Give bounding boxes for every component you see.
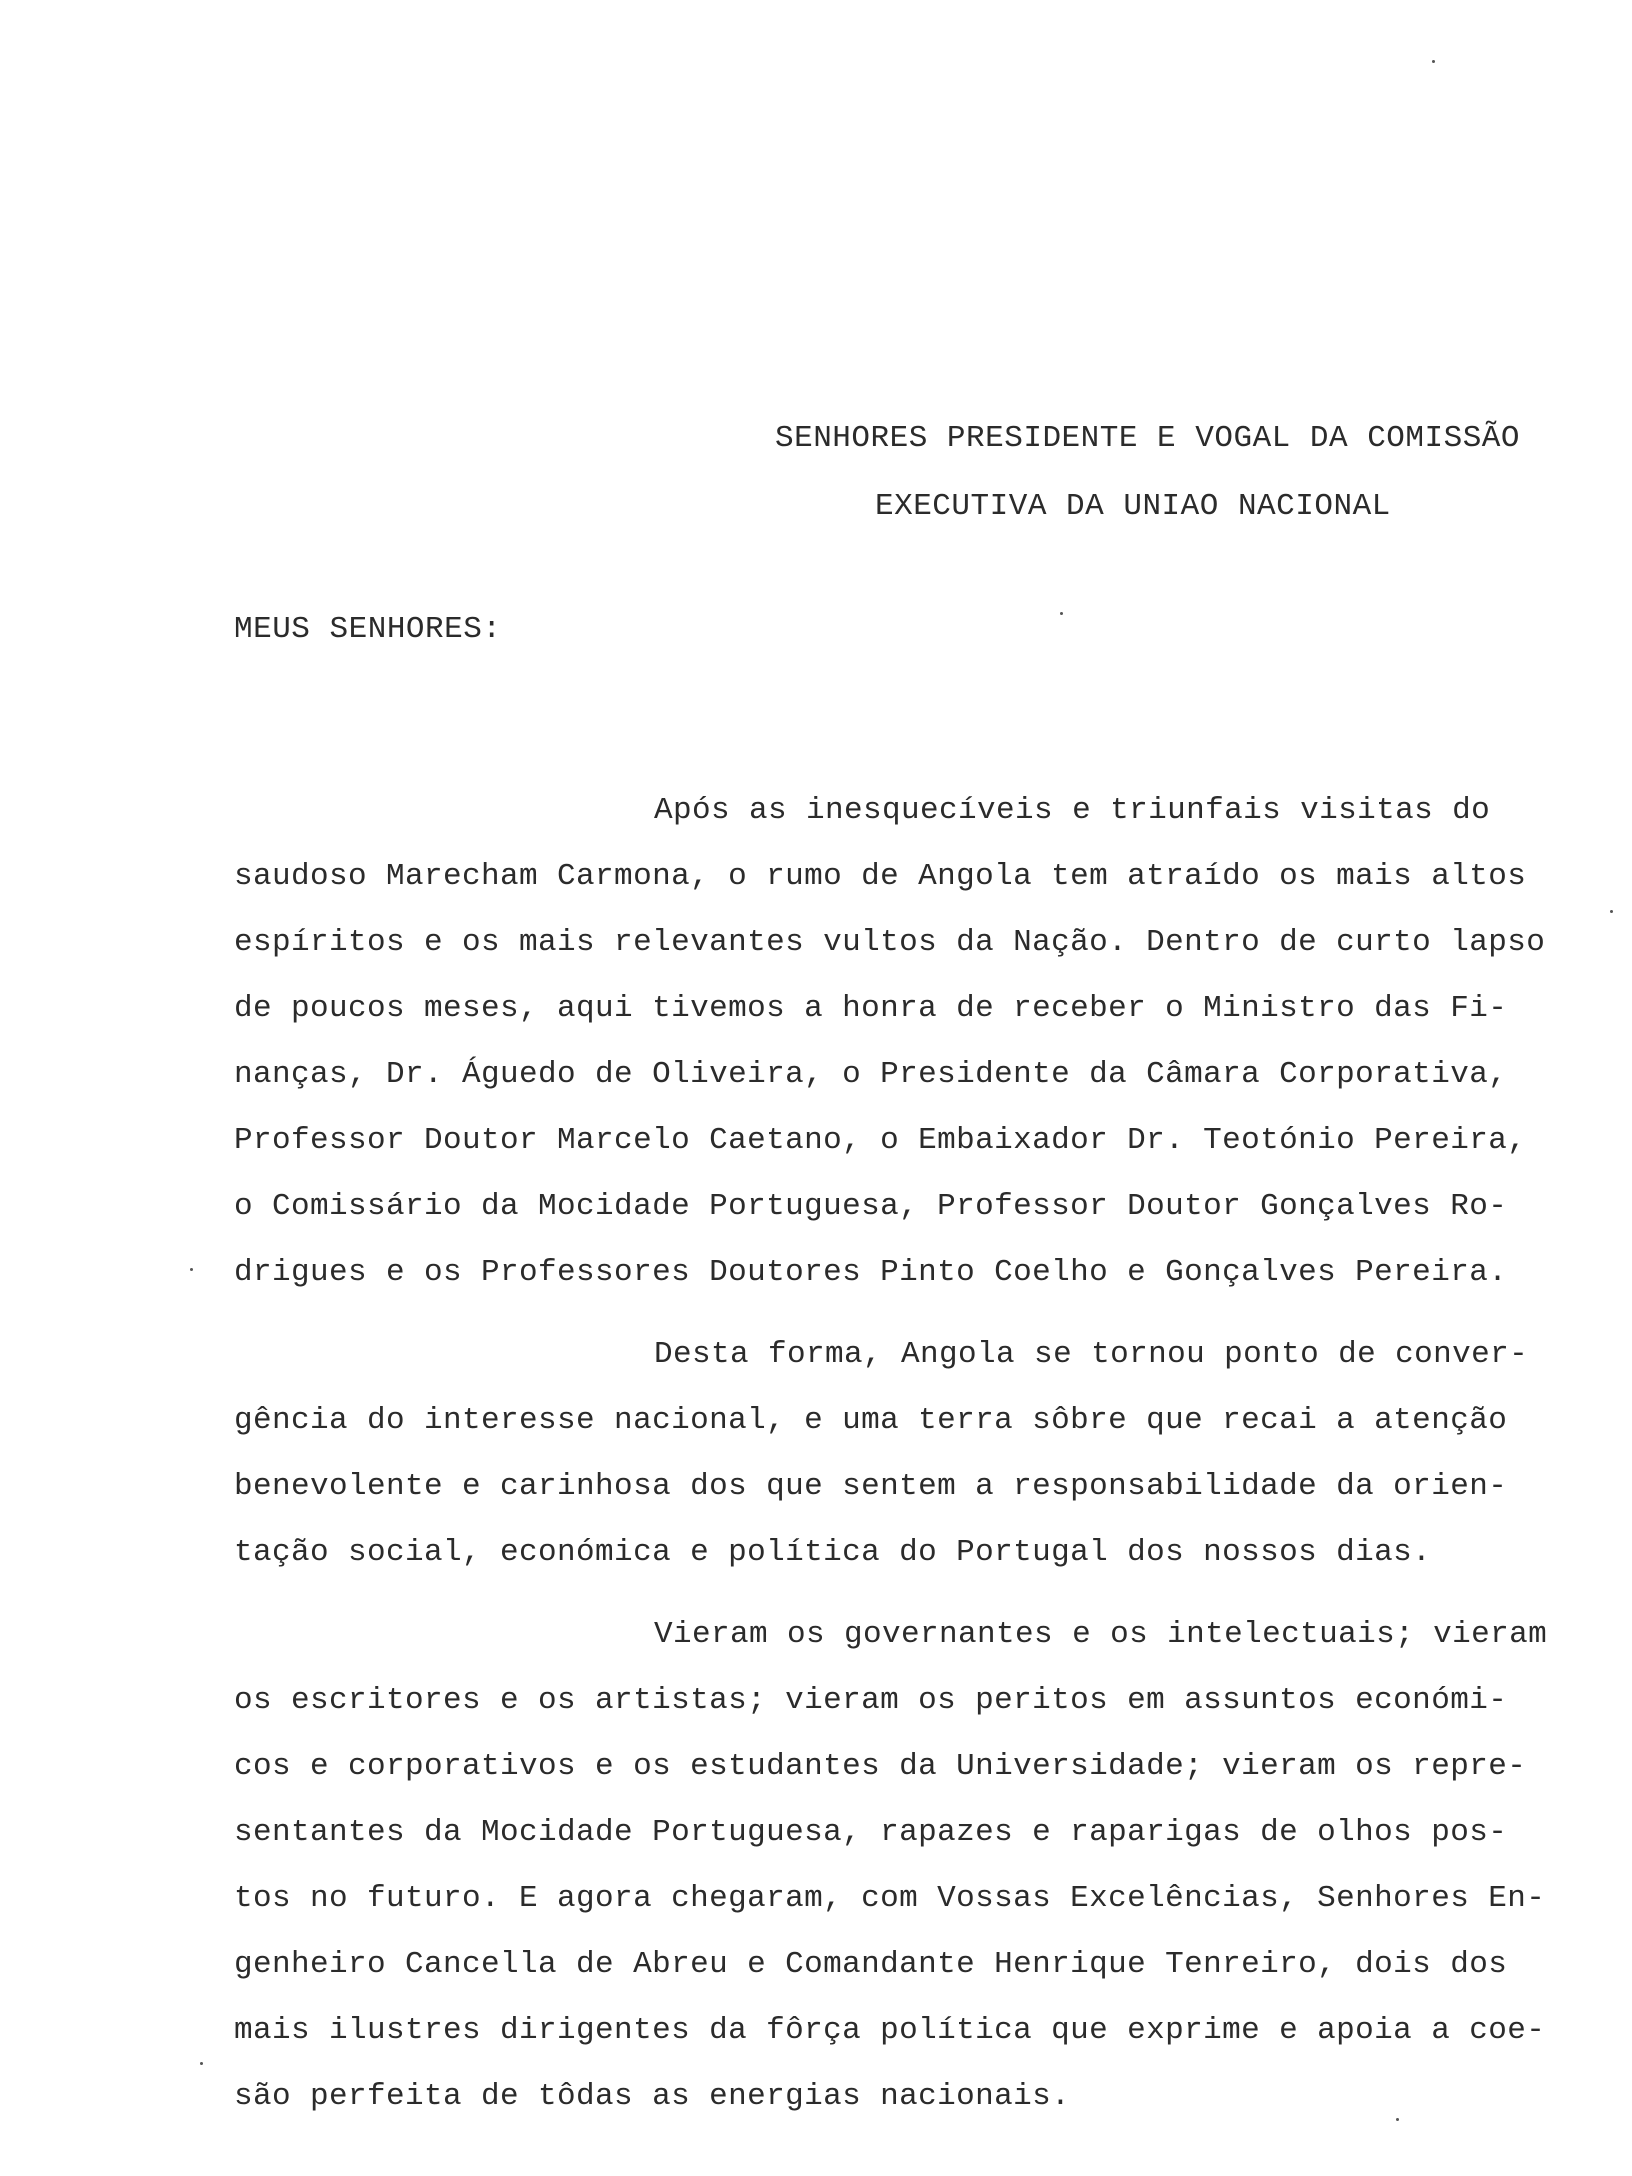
scan-speck — [1432, 60, 1435, 63]
text-line: Após as inesquecíveis e triunfais visitas do — [654, 793, 1491, 828]
text-line: cos e corporativos e os estudantes da Universidade; vieram os repre- — [234, 1749, 1527, 1784]
scan-speck — [190, 1268, 193, 1271]
text-line: Desta forma, Angola se tornou ponto de conver- — [654, 1337, 1529, 1372]
paragraph-1 — [234, 778, 1624, 1306]
heading-line-1: SENHORES PRESIDENTE E VOGAL DA COMISSÃO — [775, 421, 1521, 456]
text-line: os escritores e os artistas; vieram os peritos em assuntos económi- — [234, 1683, 1508, 1718]
text-line: Professor Doutor Marcelo Caetano, o Embaixador Dr. Teotónio Pereira, — [234, 1123, 1527, 1158]
text-line: benevolente e carinhosa dos que sentem a responsabilidade da orien- — [234, 1469, 1508, 1504]
paragraph-3 — [234, 1602, 1624, 2130]
scan-speck — [200, 2062, 203, 2065]
text-line: nanças, Dr. Águedo de Oliveira, o Presidente da Câmara Corporativa, — [234, 1057, 1508, 1092]
text-line: o Comissário da Mocidade Portuguesa, Professor Doutor Gonçalves Ro- — [234, 1189, 1508, 1224]
text-line: de poucos meses, aqui tivemos a honra de receber o Ministro das Fi- — [234, 991, 1508, 1026]
scan-speck — [1610, 910, 1613, 913]
letter-heading — [775, 405, 1615, 541]
salutation: MEUS SENHORES: — [234, 612, 502, 647]
heading-line-2: EXECUTIVA DA UNIAO NACIONAL — [875, 489, 1391, 524]
text-line: espíritos e os mais relevantes vultos da Nação. Dentro de curto lapso — [234, 925, 1546, 960]
text-line: saudoso Marecham Carmona, o rumo de Angola tem atraído os mais altos — [234, 859, 1527, 894]
letter-body — [234, 778, 1624, 2146]
text-line: Vieram os governantes e os intelectuais; vieram — [654, 1617, 1548, 1652]
text-line: são perfeita de tôdas as energias nacionais. — [234, 2079, 1071, 2114]
text-line: tação social, económica e política do Portugal dos nossos dias. — [234, 1535, 1432, 1570]
scan-speck — [1396, 2118, 1399, 2121]
text-line: gência do interesse nacional, e uma terra sôbre que recai a atenção — [234, 1403, 1508, 1438]
paragraph-2 — [234, 1322, 1624, 1586]
text-line: genheiro Cancella de Abreu e Comandante Henrique Tenreiro, dois dos — [234, 1947, 1508, 1982]
text-line: mais ilustres dirigentes da fôrça política que exprime e apoia a coe- — [234, 2013, 1546, 2048]
text-line: sentantes da Mocidade Portuguesa, rapazes e raparigas de olhos pos- — [234, 1815, 1508, 1850]
scan-speck — [1060, 612, 1063, 615]
text-line: tos no futuro. E agora chegaram, com Vossas Excelências, Senhores En- — [234, 1881, 1546, 1916]
text-line: drigues e os Professores Doutores Pinto Coelho e Gonçalves Pereira. — [234, 1255, 1508, 1290]
